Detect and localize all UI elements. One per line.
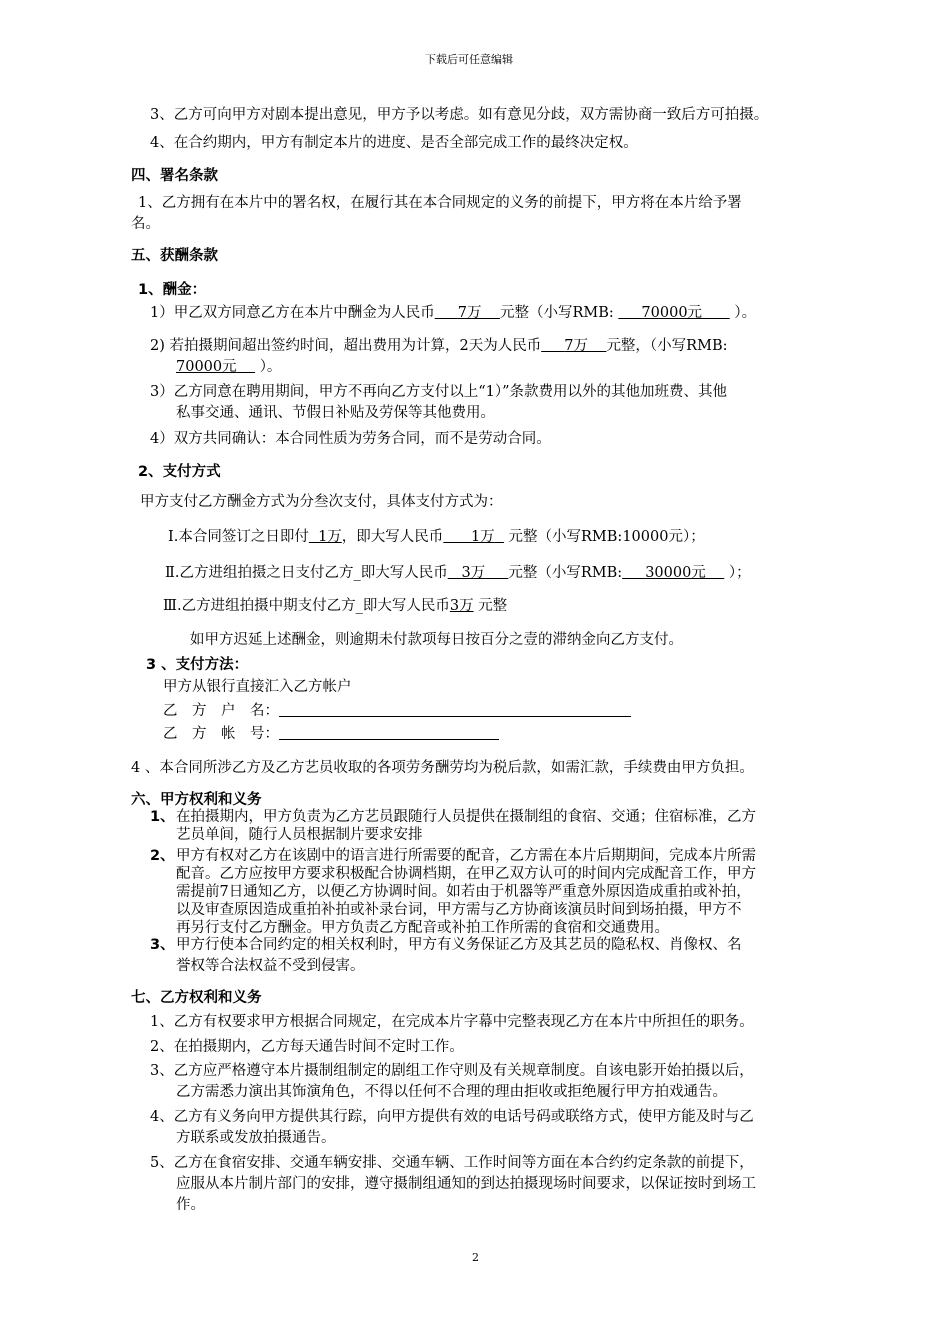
fee-clause-2-end: ）。: [259, 359, 282, 375]
clause-6-3-line2: 誉权等合法权益不受到侵害。: [176, 958, 365, 974]
payment-item-1: [168, 527, 705, 547]
subsection-5-3-heading: 3 、支付方法：: [146, 657, 249, 673]
fee-clause-2-text: 2) 若拍摄期间超出签约时间，超出费用为计算，2天为人民币: [150, 338, 542, 354]
fee-clause-2-mid: 元整，（小写RMB:: [606, 338, 728, 354]
clause-6-2-line5: 再另行支付乙方酬金。甲方负责乙方配音或补拍工作所需的食宿和交通费用。: [176, 920, 669, 936]
account-number-field[interactable]: [279, 725, 499, 740]
account-name-field[interactable]: [279, 702, 631, 717]
payment-item-2-end: ）；: [728, 565, 751, 581]
payment-item-2-text: Ⅱ.乙方进组拍摄之日支付乙方_即大写人民币: [165, 565, 448, 581]
fee-clause-2-line2: [176, 357, 281, 377]
clause-4-1-line1: 1、乙方拥有在本片中的署名权，在履行其在本合同规定的义务的前提下，甲方将在本片给予署: [138, 195, 742, 211]
page-header: 下载后可任意编辑: [425, 53, 513, 66]
clause-6-2-line3: 需提前7日通知乙方，以便乙方协调时间。如若由于机器等严重意外原因造成重拍或补拍，: [176, 884, 751, 900]
fee-clause-1-text: 1）甲乙双方同意乙方在本片中酬金为人民币: [150, 305, 435, 321]
section-4-heading: 四、署名条款: [131, 168, 218, 184]
clause-6-1-number: 1、: [150, 809, 175, 825]
clause-3-3: 3、乙方可向甲方对剧本提出意见，甲方予以考虑。如有意见分歧，双方需协商一致后方可拍摄。: [150, 107, 769, 123]
payment-intro: 甲方支付乙方酬金方式为分叁次支付，具体支付方式为：: [140, 494, 503, 510]
payment-item-1-text: Ⅰ.本合同签订之日即付: [168, 529, 309, 545]
payment-item-1-mid: ，即大写人民币: [341, 529, 444, 545]
account-name-label: 乙 方 户 名：: [163, 703, 279, 719]
account-number-label: 乙 方 帐 号：: [163, 726, 279, 742]
account-name-row: [163, 701, 631, 721]
subsection-5-1-heading: 1、酬金：: [138, 282, 207, 298]
clause-6-2-line1: 甲方有权对乙方在该剧中的语言进行所需要的配音，乙方需在本片后期期间，完成本片所需: [176, 848, 756, 864]
clause-7-4-line2: 方联系或发放拍摄通告。: [176, 1130, 336, 1146]
clause-7-5-line2: 应服从本片制片部门的安排，遵守摄制组通知的到达拍摄现场时间要求，以保证按时到场工: [176, 1176, 756, 1192]
clause-7-5-line3: 作。: [176, 1197, 205, 1213]
payment-item-3-text: Ⅲ.乙方进组拍摄中期支付乙方_即大写人民币: [163, 598, 450, 614]
payment-item-2: [165, 563, 751, 583]
payment-3-amount: 3万: [449, 598, 474, 614]
clause-3-4: 4、在合约期内，甲方有制定本片的进度、是否全部完成工作的最终决定权。: [150, 135, 638, 151]
clause-6-3-line1: 甲方行使本合同约定的相关权利时，甲方有义务保证乙方及其艺员的隐私权、肖像权、名: [176, 937, 742, 953]
late-fee-clause: 如甲方迟延上述酬金，则逾期未付款项每日按百分之壹的滞纳金向乙方支付。: [190, 632, 683, 648]
bank-transfer-note: 甲方从银行直接汇入乙方帐户: [163, 679, 352, 695]
clause-7-2: 2、在拍摄期内，乙方每天通告时间不定时工作。: [150, 1039, 464, 1055]
payment-1-amount-words: 1万: [470, 529, 495, 545]
clause-4-1-line2: 名。: [131, 216, 160, 232]
fee-clause-3-line2: 私事交通、通讯、节假日补贴及劳保等其他费用。: [176, 405, 495, 421]
payment-item-1-end: 元整（小写RMB:10000元）；: [508, 529, 705, 545]
section-5-heading: 五、获酬条款: [131, 248, 218, 264]
section-7-heading: 七、乙方权利和义务: [131, 990, 262, 1006]
fee-amount-small: 70000元: [641, 305, 703, 321]
clause-6-1-line2: 艺员单间，随行人员根据制片要求安排: [176, 827, 423, 843]
clause-6-3-number: 3、: [150, 937, 175, 953]
clause-6-2-line2: 配音。乙方应按甲方要求积极配合协调档期，在甲乙双方认可的时间内完成配音工作，甲方: [176, 866, 756, 882]
fee-clause-2-line1: [150, 336, 728, 356]
fee-clause-3-line1: 3）乙方同意在聘用期间，甲方不再向乙方支付以上“1）”条款费用以外的其他加班费、其他: [150, 384, 728, 400]
subsection-5-2-heading: 2、支付方式: [138, 464, 221, 480]
clause-6-2-line4: 以及审查原因造成重拍补拍或补录台词，甲方需与乙方协商该演员时间到场拍摄，甲方不: [176, 902, 742, 918]
payment-2-amount-small: 30000元: [645, 565, 706, 581]
clause-6-1-line1: 在拍摄期内，甲方负责为乙方艺员跟随行人员提供在摄制组的食宿、交通；住宿标准，乙方: [176, 809, 756, 825]
clause-7-5-line1: 5、乙方在食宿安排、交通车辆安排、交通车辆、工作时间等方面在本合约约定条款的前提下，: [150, 1155, 754, 1171]
clause-5-4: 4 、本合同所涉乙方及乙方艺员收取的各项劳务酬劳均为税后款，如需汇款，手续费由甲方负担。: [131, 760, 754, 776]
clause-6-2-number: 2、: [150, 848, 175, 864]
fee-amount: 7万: [457, 305, 482, 321]
page-number: 2: [472, 1251, 479, 1264]
payment-item-3: [163, 596, 507, 616]
payment-item-3-end: 元整: [478, 598, 508, 614]
clause-7-3-line1: 3、乙方应严格遵守本片摄制组制定的剧组工作守则及有关规章制度。自该电影开始拍摄以后，: [150, 1063, 754, 1079]
payment-item-2-mid: 元整（小写RMB:: [508, 565, 623, 581]
clause-7-3-line2: 乙方需悉力演出其饰演角色，不得以任何不合理的理由拒收或拒绝履行甲方拍戏通告。: [176, 1084, 727, 1100]
payment-2-amount: 3万: [461, 565, 486, 581]
fee-clause-4: 4）双方共同确认：本合同性质为劳务合同，而不是劳动合同。: [150, 431, 551, 447]
clause-7-4-line1: 4、乙方有义务向甲方提供其行踪，向甲方提供有效的电话号码或联络方式，使甲方能及时与乙: [150, 1109, 754, 1125]
clause-7-1: 1、乙方有权要求甲方根据合同规定，在完成本片字幕中完整表现乙方在本片中所担任的职务。: [150, 1014, 754, 1030]
overtime-amount: 7万: [564, 338, 588, 354]
fee-clause-1-end: ）。: [734, 305, 757, 321]
section-6-heading: 六、甲方权利和义务: [131, 792, 262, 808]
fee-clause-1-mid: 元整（小写RMB:: [499, 305, 614, 321]
overtime-amount-small: 70000元: [176, 359, 237, 375]
payment-1-amount: 1万: [318, 529, 342, 545]
fee-clause-1: [150, 303, 756, 323]
account-number-row: [163, 724, 499, 744]
